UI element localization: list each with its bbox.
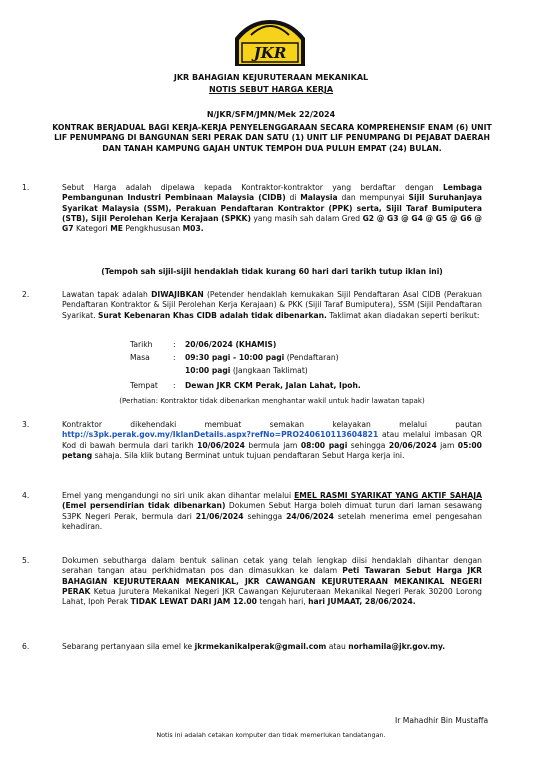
item4-text: Emel yang mengandungi no siri unik akan dihantar melalui bbox=[62, 491, 295, 500]
contact-email-1[interactable]: jkrmekanikalperak@gmail.com bbox=[194, 642, 327, 651]
briefing-date-value: 20/06/2024 (KHAMIS) bbox=[185, 340, 277, 349]
item-number: 3. bbox=[22, 420, 30, 429]
item5-text: Dokumen sebutharga dalam bentuk salinan cetak yang telah lengkap diisi hendaklah dihantar dengan serahan tangan atau perkhidmatan pos dan dimasukkan ke dalam bbox=[62, 556, 482, 576]
time-note: (Jangkaan Taklimat) bbox=[230, 366, 308, 375]
item4-text: sehingga bbox=[243, 511, 287, 521]
item1-text: Pengkhususan bbox=[122, 224, 183, 234]
jkr-logo bbox=[229, 16, 311, 68]
item-5 bbox=[22, 556, 482, 608]
item4-bold: (Emel persendirian tidak dibenarkan) bbox=[62, 501, 226, 511]
signatory-name: Ir Mahadhir Bin Mustaffa bbox=[395, 716, 489, 725]
item3-bold: 20/06/2024 bbox=[388, 440, 437, 450]
item1-text: dan mempunyai bbox=[337, 193, 409, 203]
item6-text: atau bbox=[326, 642, 349, 651]
item1-grade: G2 @ G3 @ G4 @ G5 @ G6 @ G7 bbox=[62, 213, 482, 234]
briefing-time-label: Masa bbox=[130, 353, 150, 362]
item5-text: Ketua Jurutera Mekanikal Negeri JKR Cawangan Kejuruteraan Mekanikal Negeri Perak 30200 Lorong Lahat, Ipoh Perak bbox=[62, 586, 482, 607]
time-note: (Pendaftaran) bbox=[284, 353, 339, 362]
item5-bold: Peti Tawaran Sebut Harga JKR BAHAGIAN KEJURUTERAAN MEKANIKAL, JKR CAWANGAN KEJURUTERAAN MEKANIKAL NEGERI PERAK bbox=[62, 566, 482, 596]
item1-text: yang masih sah dalam Gred bbox=[250, 213, 363, 223]
item-3 bbox=[22, 420, 482, 461]
item3-bold: 05:00 petang bbox=[62, 440, 482, 460]
item2-text: Lawatan tapak adalah bbox=[62, 290, 152, 299]
item4-text: setelah menerima emel pengesahan kehadiran. bbox=[62, 511, 482, 531]
item1-text: Sebut Harga adalah dipelawa kepada Kontraktor-kontraktor yang berdaftar dengan bbox=[62, 183, 443, 192]
colon: : bbox=[173, 340, 176, 349]
item5-bold: TIDAK LEWAT DARI JAM 12.00 bbox=[130, 597, 257, 607]
s3pk-link[interactable]: http://s3pk.perak.gov.my/IklanDetails.aspx?refNo=PRO240610113604821 bbox=[62, 430, 379, 440]
time-bold: 10:00 pagi bbox=[185, 366, 231, 375]
item6-text: Sebarang pertanyaan sila emel ke bbox=[62, 642, 195, 651]
item3-text: bermula jam bbox=[244, 440, 301, 450]
item5-text: tengah hari, bbox=[256, 597, 309, 607]
item1-bold: Malaysia bbox=[300, 193, 338, 203]
item1-bold: Sijil Suruhanjaya Syarikat Malaysia (SSM), Perakuan Pendaftaran Kontraktor (PPK) serta, Sijil Taraf Bumiputera (STB), Sijil Perolehan Kerja Kerajaan (SPKK) bbox=[62, 193, 483, 223]
item3-text: sahaja. Sila klik butang Berminat untuk tujuan pendaftaran Sebut Harga kerja ini. bbox=[92, 450, 405, 460]
item3-text: atau melalui imbasan QR Kod di bawah bermula dari tarikh bbox=[62, 430, 482, 450]
item3-text: jam bbox=[436, 440, 458, 450]
site-visit-note: (Perhatian: Kontraktor tidak dibenarkan menghantar wakil untuk hadir lawatan tapak) bbox=[119, 396, 425, 405]
item1-bold: Lembaga Pembangunan Industri Pembinaan Malaysia (CIDB) bbox=[62, 183, 482, 203]
item3-text: sehingga bbox=[347, 440, 389, 450]
item5-bold: hari JUMAAT, 28/06/2024. bbox=[308, 597, 416, 607]
item2-bold: Surat Kebenaran Khas CIDB adalah tidak dibenarkan. bbox=[97, 310, 327, 320]
contract-title: KONTRAK BERJADUAL BAGI KERJA-KERJA PENYELENGGARAAN SECARA KOMPREHENSIF ENAM (6) UNIT LIF PENUMPANG DI BANGUNAN SERI PERAK DAN SATU (1) UNIT LIF PENUMPANG DI PEJABAT DAERAH DAN TANAH KAMPUNG GAJAH UNTUK TEMPOH DUA PULUH EMPAT (24) BULAN. bbox=[52, 123, 492, 153]
logo-text: JKR bbox=[253, 44, 287, 62]
item-number: 5. bbox=[22, 556, 30, 565]
item4-bold: 21/06/2024 bbox=[195, 511, 244, 521]
item-2 bbox=[22, 290, 482, 321]
item1-category: ME bbox=[110, 224, 123, 234]
item1-text: Kategori bbox=[73, 224, 111, 234]
item3-bold: 08:00 pagi bbox=[300, 440, 348, 450]
item4-text: Dokumen Sebut Harga boleh dimuat turun dari laman sesawang S3PK Negeri Perak, bermula dari bbox=[62, 501, 482, 521]
reference-number: N/JKR/SFM/JMN/Mek 22/2024 bbox=[206, 110, 336, 119]
item-4 bbox=[22, 491, 482, 532]
item1-text: di bbox=[285, 193, 301, 203]
item2-text: (Petender hendaklah kemukakan Sijil Pendaftaran Asal CIDB (Perakuan Pendaftaran Kontraktor & Sijil Perolehan Kerja Kerajaan) & PKK (Sijil Taraf Bumiputera), SSM (Sijil Pendaftaran Syarikat. bbox=[62, 290, 482, 320]
item2-bold: DIWAJIBKAN bbox=[151, 290, 204, 299]
item-number: 2. bbox=[22, 290, 30, 299]
item1-specialization: M03. bbox=[182, 224, 204, 234]
item-6 bbox=[22, 642, 482, 652]
colon: : bbox=[173, 353, 176, 362]
official-email-requirement: EMEL RASMI SYARIKAT YANG AKTIF SAHAJA bbox=[294, 491, 482, 500]
item-number: 6. bbox=[22, 642, 30, 651]
time-bold: 09:30 pagi - 10:00 pagi bbox=[185, 353, 285, 362]
contact-email-2[interactable]: norhamila@jkr.gov.my. bbox=[348, 642, 446, 651]
item3-bold: 10/06/2024 bbox=[197, 440, 245, 450]
item4-bold: 24/06/2024 bbox=[286, 511, 334, 521]
briefing-time-session bbox=[185, 366, 308, 376]
item-1 bbox=[22, 183, 483, 235]
validity-note: (Tempoh sah sijil-sijil hendaklah tidak kurang 60 hari dari tarikh tutup iklan ini) bbox=[101, 267, 443, 276]
item2-text: Taklimat akan diadakan seperti berikut: bbox=[326, 310, 480, 320]
colon: : bbox=[173, 381, 176, 390]
item3-text: Kontraktor dikehendaki membuat semakan kelayakan melalui pautan bbox=[62, 420, 482, 429]
briefing-date-label: Tarikh bbox=[130, 340, 153, 349]
footer-note: Notis ini adalah cetakan komputer dan tidak memerlukan tandatangan. bbox=[156, 731, 386, 739]
item-number: 1. bbox=[22, 183, 30, 192]
briefing-venue-label: Tempat bbox=[130, 381, 158, 390]
notice-title: NOTIS SEBUT HARGA KERJA bbox=[208, 85, 334, 94]
briefing-venue-value: Dewan JKR CKM Perak, Jalan Lahat, Ipoh. bbox=[185, 381, 361, 390]
item-number: 4. bbox=[22, 491, 30, 500]
org-name: JKR BAHAGIAN KEJURUTERAAN MEKANIKAL bbox=[173, 73, 369, 82]
briefing-time-registration bbox=[185, 353, 339, 363]
